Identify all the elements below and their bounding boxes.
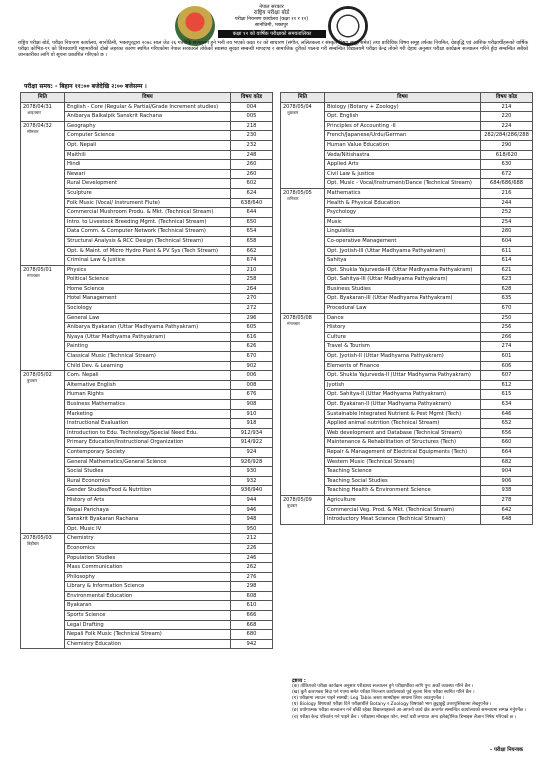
subject-name: Physics [65,265,231,275]
exam-date: 2078/05/03 [23,535,52,542]
subject-code: 616 [231,332,273,342]
col-subject-header: विषय [65,93,231,103]
subject-code: 258 [231,275,273,285]
subject-name: Procedural Law [325,304,481,314]
subject-name: Chemistry Education [65,639,231,649]
subject-name: History [325,323,481,333]
subject-code: 902 [231,361,273,371]
subject-name: Linguistics [325,227,481,237]
subject-code: 224 [481,121,533,131]
subject-code: 266 [481,332,533,342]
exam-date-cell [21,371,65,534]
table-header-row [281,93,533,103]
subject-name: Data Comm. & Computer Network (Technical Stream) [65,227,231,237]
subject-code: 614 [481,256,533,266]
subject-code: 212 [231,534,273,544]
subject-name: Environmental Education [65,591,231,601]
subject-code: 936/940 [231,486,273,496]
subject-name: Geography [65,121,231,131]
subject-name: Social Studies [65,467,231,477]
subject-code: 660 [481,438,533,448]
subject-name: Principles of Accounting -II [325,121,481,131]
subject-code: 226 [231,543,273,553]
subject-name: Veda/Nitishastra [325,150,481,160]
subject-code: 220 [481,112,533,122]
subject-name: Structural Analysis & RCC Design (Technical Stream) [65,236,231,246]
subject-code: 612 [481,380,533,390]
subject-name: Hotel Management [65,294,231,304]
subject-name: Library & Information Science [65,582,231,592]
table-row [21,534,273,544]
subject-name: Home Science [65,284,231,294]
subject-name: Political Science [65,275,231,285]
subject-name: Civil Law & justice [325,169,481,179]
subject-code: 282/284/286/288 [481,131,533,141]
subject-name: Com. Nepali [65,371,231,381]
subject-name: Population Studies [65,553,231,563]
exam-date: 2078/04/32 [23,122,52,129]
exam-date: 2078/05/05 [283,189,312,196]
subject-code: 904 [481,467,533,477]
subject-name: Teaching Science [325,467,481,477]
subject-name: Applied Arts [325,160,481,170]
table-row [21,265,273,275]
exam-date: 2078/05/02 [23,372,52,379]
subject-code: 610 [231,601,273,611]
subject-code: 630 [481,160,533,170]
subject-name: English - Core (Regular & Partial/Grade Increment studies) [65,102,231,112]
subject-name: Commercial Veg. Prod. & Mkt. (Technical Stream) [325,505,481,515]
subject-code: 230 [231,131,273,141]
exam-day: बिहीबार [27,541,39,547]
subject-code: 938 [481,486,533,496]
subject-code: 244 [481,198,533,208]
subject-code: 646 [481,409,533,419]
subject-name: Biology (Botany + Zoology) [325,102,481,112]
subject-code: 216 [481,188,533,198]
subject-name: Chemistry [65,534,231,544]
subject-code: 654 [231,227,273,237]
subject-name: Psychology [325,208,481,218]
subject-name: Sustainable Integrated Nutrient & Pest Mgmt (Tech) [325,409,481,419]
note-item: (घ) Biology विषयको परीक्षा दिने परीक्षार्थीले Botany र Zoology विषयको भाग छुट्टाछुट्टै उत्तरपुस्तिकामा लेख्नुपर्नेछ । [292,702,492,708]
intro-paragraph: राष्ट्रिय परीक्षा बोर्ड, परीक्षा नियन्त्रण कार्यालय, सानोठिमी, भक्तपुरद्वारा २०७८ साल जेठ २६ गतेदेखि सञ्चालन हुने भनी तय भएको कक्षा १२ को साधारण (संगीत, ललितकला र संस्कृत विषय समूह समेत) तथा प्राविधिक विषय समूह तर्फका नियमित, ग्रेडवृद्धि एवं आंशिक परीक्षार्थीहरूको वार्षिक परीक्षा कोभिड-१९ को विश्वव्यापी महामारीको दोस्रो लहरका कारण स्थगित गरिएकोमा नेपाल सरकारले तोकेको स्वास्थ्य सुरक्षा सम्बन्धी मापदण्ड र सामाजिक दुरीको पालना गरी सम्बन्धित विद्यालयमै परीक्षा केन्द्र तोक्ने गरी देहाय अनुसार परीक्षा कार्यक्रम सञ्चालन गरिने हुँदा सम्बन्धित सबैको जानकारीका लागि यो सूचना प्रकाशित गरिएको छ । [18,40,528,59]
table-row [21,102,273,112]
subject-name: Elements of Finance [325,361,481,371]
subject-name: Economics [65,543,231,553]
col-code-header: विषय कोड [231,93,273,103]
schedule-table-right [280,92,533,525]
note-item: (ख) कुनै कारणवश बिदा पर्न गएमा समेत परीक्षा नियन्त्रण कार्यालयको पूर्व सूचना बिना परीक्षा स्थगित गरिने छैन । [292,690,475,696]
exam-date-cell [21,121,65,265]
subject-code: 948 [231,515,273,525]
col-date-header: मिति [21,93,65,103]
subject-name: Marketing [65,409,231,419]
subject-name: Primary Education/Instructional Organization [65,438,231,448]
subject-code: 618/620 [481,150,533,160]
subject-code: 670 [481,304,533,314]
subject-name: Commercial Mushroom Produ. & Mkt. (Technical Stream) [65,208,231,218]
exam-date-cell [281,188,325,313]
subject-code: 298 [231,582,273,592]
subject-name: Opt. Shukla Yajurveda-III (Uttar Madhyama Pathyakram) [325,265,481,275]
subject-name: Sculpture [65,188,231,198]
subject-code: 674 [231,256,273,266]
subject-name: Jyotish [325,380,481,390]
col-subject-header: विषय [325,93,481,103]
exam-day: बुधबार [287,502,298,508]
note-item: (ङ) प्रयोगात्मक परीक्षा सञ्चालन गर्न बाँकी रहेका विद्यालयहरूले आ-आफ्नो कार्य क्षेत्र अन्तर्गत सम्बन्धित कार्यालयको समन्वयमा सम्पन्न गर्नुपर्नेछ । [292,708,527,714]
subject-name: Nepali Folk Music (Technical Stream) [65,630,231,640]
subject-code: 658 [231,236,273,246]
subject-name: Opt. Jyotish-II (Uttar Madhyama Pathyakram) [325,352,481,362]
table-row [281,495,533,505]
subject-name: History of Arts [65,495,231,505]
subject-name: Anibarya Balkalpik Sanskrit Rachana [65,112,231,122]
subject-name: General Mathematics/General Science [65,457,231,467]
subject-code: 274 [481,342,533,352]
subject-code: 680 [231,630,273,640]
subject-name: Mathematics [325,188,481,198]
exam-day: बुधबार [27,378,38,384]
exam-date: 2078/04/31 [23,103,52,110]
subject-code: 918 [231,419,273,429]
subject-name: Opt. Jyotish-III (Uttar Madhyama Pathyakram) [325,246,481,256]
exam-day: मंगलबार [287,320,300,326]
subject-code: 606 [481,361,533,371]
subject-name: Child Dev. & Learning [65,361,231,371]
subject-name: Instructional Evaluation [65,419,231,429]
subject-code: 270 [231,294,273,304]
subject-code: 611 [481,246,533,256]
subject-code: 634 [481,400,533,410]
table-row [21,371,273,381]
exam-date: 2078/05/04 [283,103,312,110]
subject-name: Opt. Shukla Yajurveda-II (Uttar Madhyama Pathyakram) [325,371,481,381]
subject-name: Nepal Parichaya [65,505,231,515]
subject-name: Music [325,217,481,227]
subject-name: Opt. Sahitya-III (Uttar Madhyama Pathyakram) [325,275,481,285]
table-row [21,121,273,131]
subject-code: 642 [481,505,533,515]
subject-name: Intro. to Livestock Breeding Mgmt. (Technical Stream) [65,217,231,227]
subject-name: Culture [325,332,481,342]
subject-code: 908 [231,400,273,410]
subject-name: Dance [325,313,481,323]
subject-name: French/Japanese/Urdu/German [325,131,481,141]
subject-name: Opt. Nepali [65,140,231,150]
subject-code: 004 [231,102,273,112]
schedule-banner: कक्षा १२ को वार्षिक परीक्षाको समयतालिका [218,30,326,38]
subject-name: Rural Economics [65,476,231,486]
note-item: (क) तोकिएको परीक्षा कार्यक्रम अनुसार परीक्षाथ्य सञ्चालन हुने परीक्षार्थीका लागि पुनः अर्को व्यवस्था गरिने छैन । [292,684,474,690]
subject-code: 946 [231,505,273,515]
subject-code: 615 [481,390,533,400]
subject-code: 912/934 [231,428,273,438]
subject-code: 623 [481,275,533,285]
subject-code: 264 [231,284,273,294]
subject-name: Business Studies [325,284,481,294]
exam-date-cell [281,495,325,524]
subject-code: 942 [231,639,273,649]
subject-name: Travel & Tourism [325,342,481,352]
subject-name: Gender Studies/Food & Nutrition [65,486,231,496]
subject-name: Computer Science [65,131,231,141]
subject-name: Opt. & Maint. of Micro Hydro Plant & PV Sys (Tech Stream) [65,246,231,256]
subject-name: Painting [65,342,231,352]
exam-date-cell [21,534,65,649]
subject-code: 910 [231,409,273,419]
subject-name: Alternative English [65,380,231,390]
subject-code: 682 [481,457,533,467]
subject-name: Contemporary Society [65,447,231,457]
subject-name: Human Rights [65,390,231,400]
subject-code: 666 [231,611,273,621]
subject-code: 672 [481,169,533,179]
subject-name: Repair & Management of Electrical Equipments (Tech) [325,447,481,457]
exam-date-cell [21,265,65,371]
table-header-row [21,93,273,103]
subject-code: 914/922 [231,438,273,448]
subject-name: Introduction to Edu. Technology/Special Need Edu. [65,428,231,438]
subject-code: 662 [231,246,273,256]
subject-code: 608 [231,591,273,601]
subject-code: 246 [231,553,273,563]
subject-code: 607 [481,371,533,381]
subject-code: 232 [231,140,273,150]
subject-name: Agriculture [325,495,481,505]
col-date-header: मिति [281,93,325,103]
subject-name: Applied animal nutrition (Technical Stream) [325,419,481,429]
subject-code: 906 [481,476,533,486]
exam-date-cell [281,102,325,188]
subject-name: Philosophy [65,572,231,582]
subject-code: 624 [231,188,273,198]
table-row [281,102,533,112]
header-line-4: सानोठिमी, भक्तपुर [255,23,288,28]
subject-name: Business Mathematics [65,400,231,410]
subject-name: Newari [65,169,231,179]
subject-code: 676 [231,390,273,400]
subject-name: Sanskrit Byakaran Rachana [65,515,231,525]
subject-name: Introductory Meat Science (Technical Stream) [325,515,481,525]
exam-date: 2078/05/01 [23,266,52,273]
subject-name: Folk Music (Vocal/ Instrument Flute) [65,198,231,208]
subject-code: 218 [231,121,273,131]
subject-code: 604 [481,236,533,246]
subject-code: 276 [231,572,273,582]
table-row [281,188,533,198]
subject-name: Opt. English [325,112,481,122]
subject-code: 926/928 [231,457,273,467]
subject-code: 628 [481,284,533,294]
exam-day: शुक्रबार [287,109,299,115]
subject-code: 256 [481,323,533,333]
subject-name: Western Music (Technical Stream) [325,457,481,467]
subject-code: 008 [231,380,273,390]
subject-code: 670 [231,352,273,362]
exam-day: मंगलबार [27,272,40,278]
exam-date: 2078/05/09 [283,496,312,503]
subject-code: 621 [481,265,533,275]
subject-name: Teaching Health & Environment Science [325,486,481,496]
subject-code: 214 [481,102,533,112]
subject-name: Hindi [65,160,231,170]
header-line-1: नेपाल सरकार [259,4,284,10]
subject-code: 290 [481,140,533,150]
subject-name: Teaching Social Studies [325,476,481,486]
subject-name: Human Value Education [325,140,481,150]
table-row [281,313,533,323]
subject-code: 924 [231,447,273,457]
subject-code: 930 [231,467,273,477]
subject-name: Opt. Sahitya-II (Uttar Madhyama Pathyakram) [325,390,481,400]
exam-day: सोमबार [27,128,39,134]
subject-name: Classical Music (Technical Stream) [65,352,231,362]
subject-name: Sociology [65,304,231,314]
subject-name: Opt. Music - Vocal/Instrument/Dance (Technical Stream) [325,179,481,189]
subject-code: 260 [231,169,273,179]
subject-code: 272 [231,304,273,314]
subject-name: Maintenance & Rehabilitation of Structures (Tech) [325,438,481,448]
subject-name: Rural Development [65,179,231,189]
subject-code: 932 [231,476,273,486]
exam-day: आइतबार [27,109,41,115]
subject-code: 664 [481,447,533,457]
subject-name: Maithili [65,150,231,160]
subject-code: 006 [231,371,273,381]
subject-name: Opt. Byakaran-III (Uttar Madhyama Pathyakram) [325,294,481,304]
subject-code: 605 [231,323,273,333]
subject-code: 644 [231,208,273,218]
schedule-table-left [20,92,273,649]
subject-code: 252 [481,208,533,218]
subject-code: 210 [231,265,273,275]
subject-name: Sports Science [65,611,231,621]
subject-code: 650 [231,217,273,227]
subject-code: 601 [481,352,533,362]
col-code-header: विषय कोड [481,93,533,103]
subject-name: Anibarya Byakaran (Uttar Madhyama Pathyakram) [65,323,231,333]
subject-code: 278 [481,495,533,505]
subject-code: 635 [481,294,533,304]
subject-code: 684/686/688 [481,179,533,189]
subject-code: 668 [231,620,273,630]
subject-name: Mass Communication [65,563,231,573]
subject-name: Nyaya (Uttar Madhyama Pathyakram) [65,332,231,342]
exam-day: शनिबार [287,195,299,201]
exam-date-cell [281,313,325,495]
subject-name: Co-operative Management [325,236,481,246]
note-item: (च) परीक्षा केन्द्र परिवर्तन गर्न पाइने छैन । परीक्षामा मोबाइल फोन, स्मार्ट घडी लगायत अन्य इलेक्ट्रोनिक डिभाइस लैजान निषेध गरिएको छ । [292,714,517,720]
subject-name: Legal Drafting [65,620,231,630]
subject-code: 602 [231,179,273,189]
subject-code: 950 [231,524,273,534]
exam-time: परीक्षा समय: - बिहान ११:०० बजेदेखि २:०० बजेसम्म । [24,83,147,90]
subject-name: Sahitya [325,256,481,266]
exam-date: 2078/05/08 [283,314,312,321]
subject-name: Health & Physical Education [325,198,481,208]
subject-code: 262 [231,563,273,573]
subject-code: 626 [231,342,273,352]
subject-code: 638/640 [231,198,273,208]
exam-date-cell [21,102,65,121]
subject-code: 280 [481,227,533,237]
subject-code: 944 [231,495,273,505]
notes-section [292,678,528,721]
signer: - परीक्षा नियन्त्रक [489,747,523,753]
subject-name: Criminal Law & Justice [65,256,231,266]
subject-code: 260 [231,160,273,170]
subject-code: 250 [481,313,533,323]
notes-title: द्रष्टव्य : [292,678,306,684]
subject-code: 648 [481,515,533,525]
subject-name: Opt. Music IV [65,524,231,534]
header-line-3: परीक्षा नियन्त्रण कार्यालय (कक्षा ११ र १२) [234,17,309,22]
subject-name: General Law [65,313,231,323]
subject-name: Byakaran [65,601,231,611]
subject-code: 652 [481,419,533,429]
subject-code: 656 [481,428,533,438]
subject-name: Web development and Database (Technical Stream) [325,428,481,438]
note-item: (ग) परीक्षामा ल्याउन पाइने सामग्री: Leg Table जस्ता सामग्रीहरू साथमा लिएर आउनुपर्नेछ । [292,696,445,702]
subject-code: 296 [231,313,273,323]
subject-code: 254 [481,217,533,227]
subject-name: Opt. Byakaran-II (Uttar Madhyama Pathyakram) [325,400,481,410]
subject-code: 248 [231,150,273,160]
header-line-2: राष्ट्रिय परीक्षा बोर्ड [253,10,290,16]
subject-code: 005 [231,112,273,122]
